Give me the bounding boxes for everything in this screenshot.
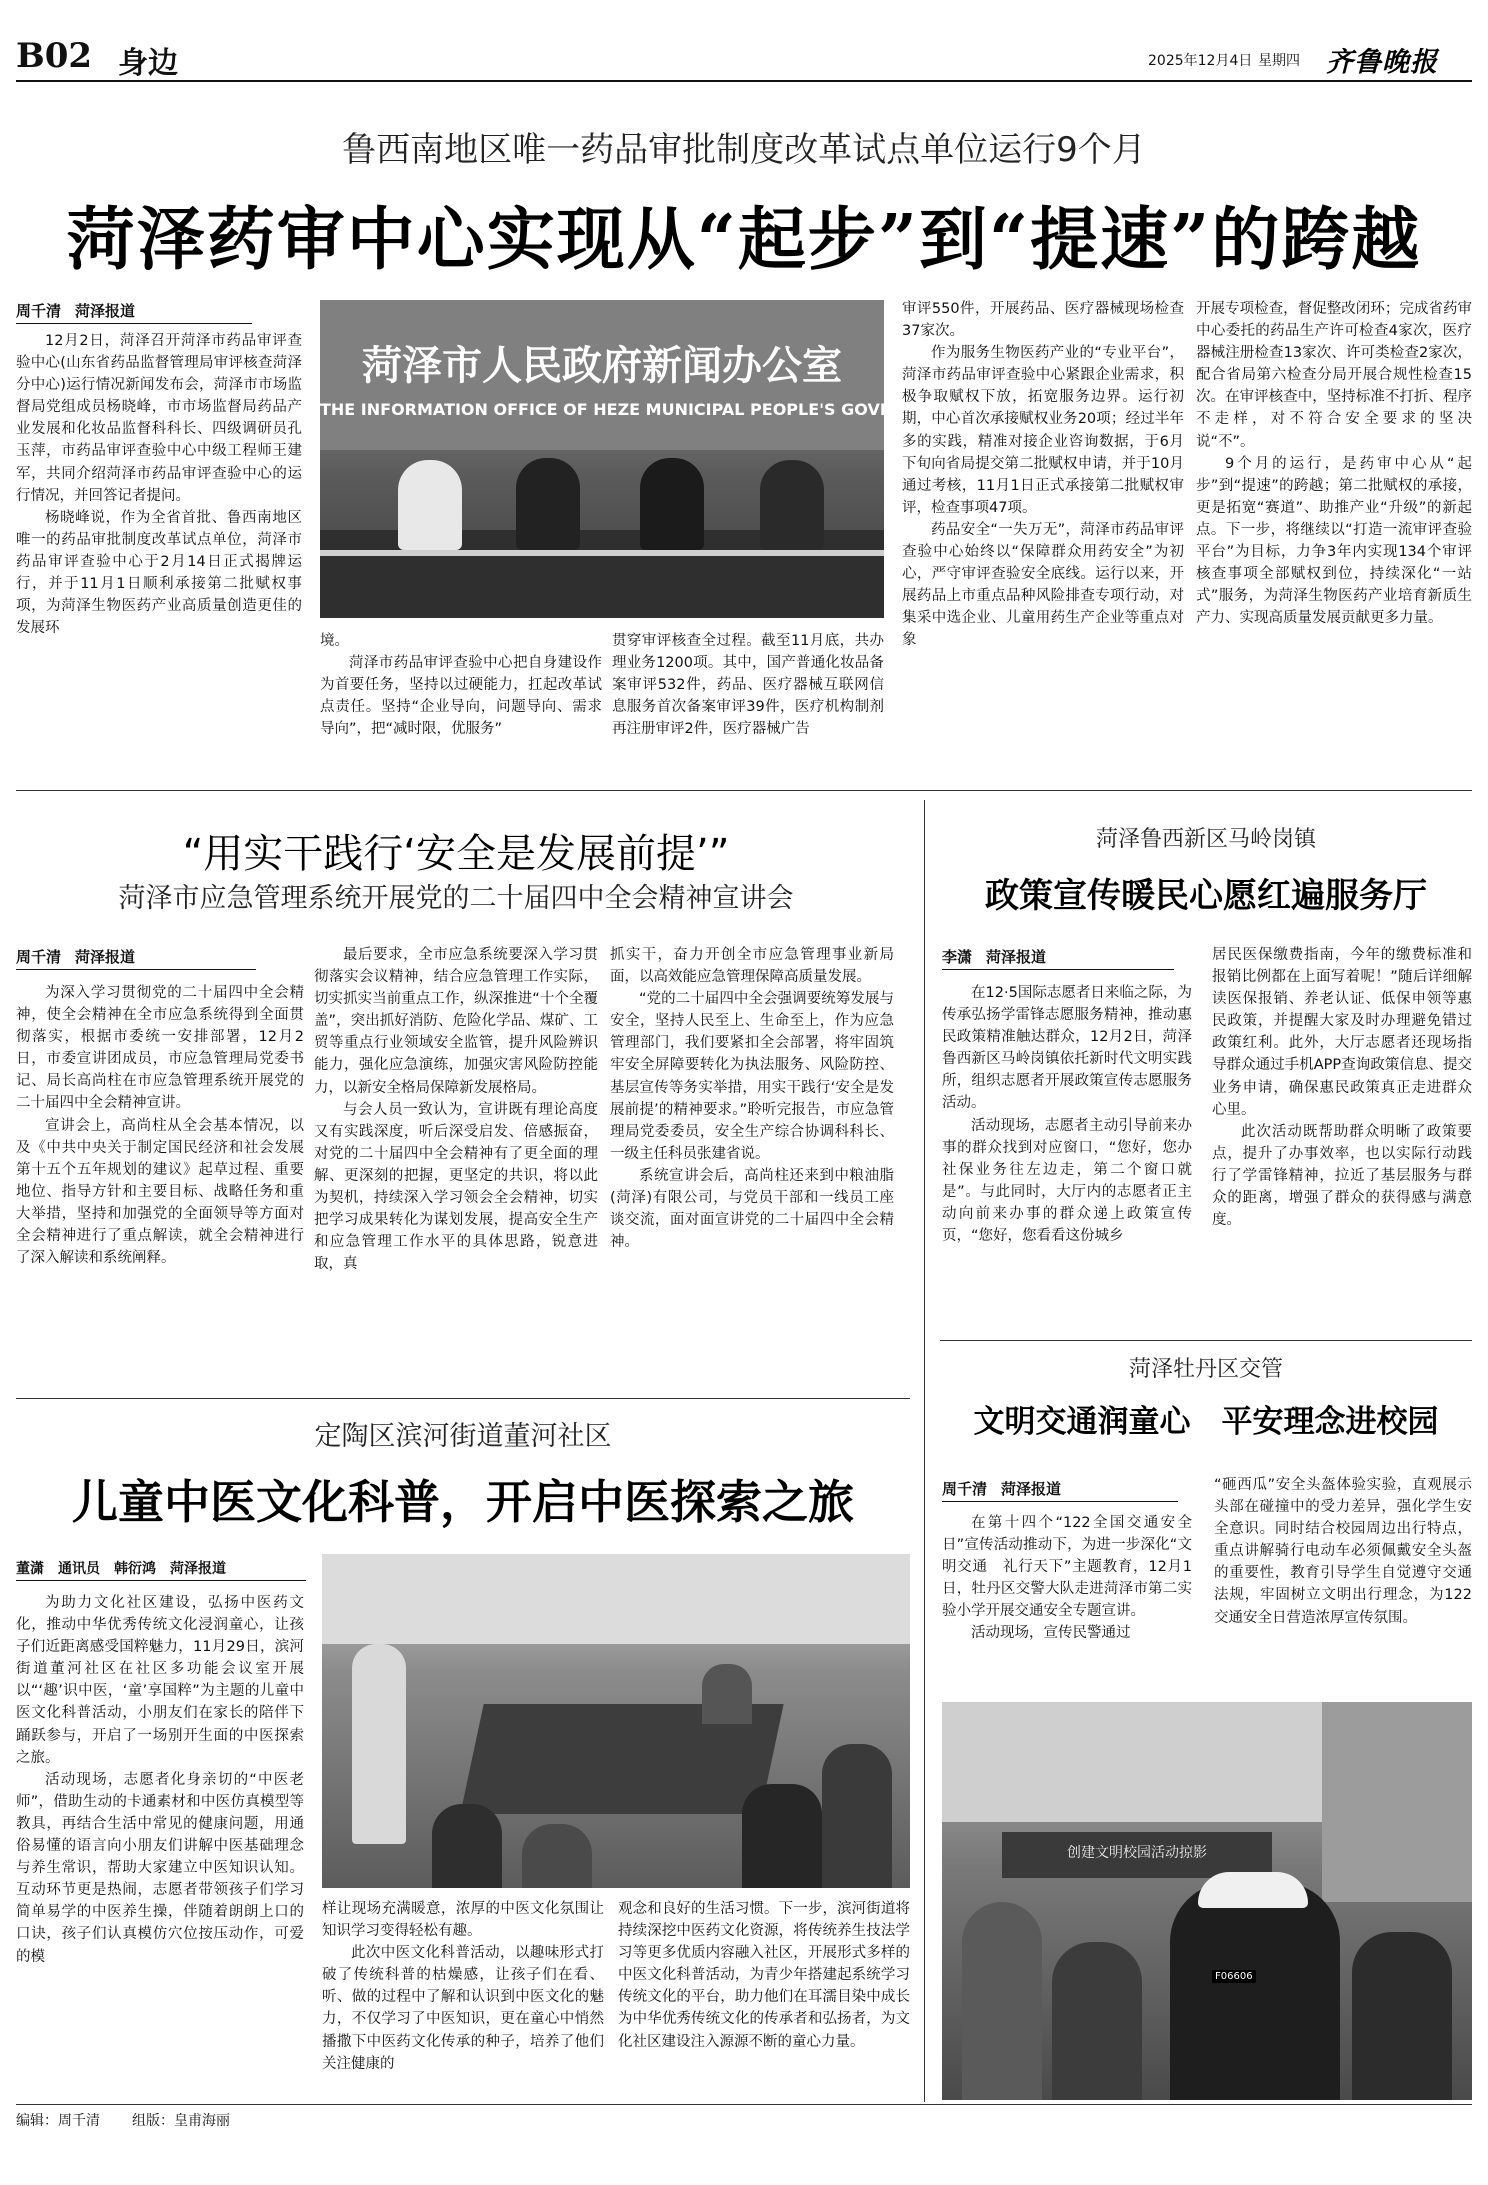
- paragraph: 开展专项检查，督促整改闭环；完成省药审中心委托的药品生产许可检查4家次，医疗器械注册检查13家次、许可类检查2家次，配合省局第六检查分局开展合规性检查15次。在审评核查中，坚持标准不打折、程序不走样，对不符合安全要求的坚决说“不”。: [1196, 301, 1472, 450]
- police-officer: [1170, 1882, 1340, 2100]
- police-badge-number: F06606: [1212, 1970, 1256, 1983]
- article5-headline: 儿童中医文化科普，开启中医探索之旅: [72, 1475, 854, 1529]
- paragraph: 为助力文化社区建设，弘扬中医药文化，推动中华优秀传统文化浸润童心，让孩子们近距离感受国粹魅力，11月29日，滨河街道董河社区在社区多功能会议室开展以“‘趣’识中医，‘童’享国粹”为主题的儿童中医文化科普活动，小朋友们在家长的陪伴下踊跃参与，开启了一场别开生面的中医探索之旅。: [16, 1595, 304, 1766]
- byline-author: 周千清: [942, 1480, 988, 1498]
- article4-byline: [942, 1478, 1178, 1502]
- paragraph: 抓实干，奋力开创全市应急管理事业新局面，以高效能应急管理保障高质量发展。: [610, 947, 894, 986]
- article1-col3: [612, 630, 884, 764]
- police-cap: [1198, 1872, 1308, 1908]
- child-figure: [522, 1824, 592, 1888]
- article1-kicker: 鲁西南地区唯一药品审批制度改革试点单位运行9个月: [342, 130, 1146, 170]
- article5-col3: [618, 1898, 910, 2094]
- student-figure: [1352, 1932, 1452, 2100]
- paragraph: 居民医保缴费指南，今年的缴费标准和报销比例都在上面写着呢！”随后详细解读医保报销、养老认证、低保申领等惠民政策，并提醒大家及时办理避免错过政策红利。此外，大厅志愿者还现场指导群众通过手机APP查询政策信息、提交业务申请，确保惠民政策真正走进群众心里。: [1212, 947, 1472, 1118]
- article2-subhead: 菏泽市应急管理系统开展党的二十届四中全会精神宣讲会: [118, 883, 794, 914]
- article2-byline: [16, 946, 256, 970]
- paragraph: 观念和良好的生活习惯。下一步，滨河街道将持续深挖中医药文化资源，将传统养生技法学习等更多优质内容融入社区，开展形式多样的中医文化科普活动，为青少年搭建起系统学习传统文化的平台，助力他们在耳濡目染中成长为中华优秀传统文化的传承者和弘扬者，为文化社区建设注入源源不断的童心力量。: [618, 1901, 910, 2050]
- paragraph: 此次活动既帮助群众明晰了政策要点，提升了办事效率，也以实际行动践行了学雷锋精神，拉近了基层服务与群众的距离，增强了群众的获得感与满意度。: [1212, 1123, 1472, 1229]
- banner-title: 菏泽市人民政府新闻办公室: [362, 343, 842, 389]
- footer-rule: [16, 2104, 1472, 2105]
- paragraph: 在12·5国际志愿者日来临之际，为传承弘扬学雷锋志愿服务精神，推动惠民政策精准触达群众，12月2日，菏泽鲁西新区马岭岗镇依托新时代文明实践所，组织志愿者开展政策宣传志愿服务活动。: [942, 985, 1192, 1112]
- paragraph: 菏泽市药品审评查验中心把自身建设作为首要任务，坚持以过硬能力，扛起改革试点责任。坚持“企业导向，问题导向、需求导向”，把“减时限，优服务”: [320, 655, 602, 738]
- article4-kicker: 菏泽牡丹区交管: [1128, 1357, 1283, 1382]
- byline-place: 菏泽报道: [1001, 1480, 1062, 1498]
- banner-subtitle: THE INFORMATION OFFICE OF HEZE MUNICIPAL PEOPLE'S GOVERNMENT: [320, 400, 968, 419]
- article5-kicker: 定陶区滨河街道董河社区: [314, 1421, 612, 1452]
- paragraph: “砸西瓜”安全头盔体验实验，直观展示头部在碰撞中的受力差异，强化学生安全意识。同时结合校园周边出行特点，重点讲解骑行电动车必须佩戴安全头盔的重要性，教育引导学生自觉遵守交通法规，牢固树立文明出行理念，为122交通安全日营造浓厚宣传氛围。: [1214, 1477, 1472, 1626]
- article4-col1: [942, 1512, 1192, 1688]
- paragraph: 在第十四个“122全国交通安全日”宣传活动推动下，为进一步深化“文明交通 礼行天下”主题教育，12月1日，牡丹区交警大队走进菏泽市第二实验小学开展交通安全专题宣讲。: [942, 1515, 1192, 1620]
- article4-headline: 文明交通润童心 平安理念进校园: [973, 1404, 1439, 1440]
- byline-author: 韩衍鸿: [114, 1561, 156, 1577]
- student-figure: [962, 1902, 1042, 2100]
- byline-role: 通讯员: [58, 1561, 100, 1577]
- paragraph: 为深入学习贯彻党的二十届四中全会精神，使全会精神在全市应急系统得到全面贯彻落实，根据市委统一安排部署，12月2日，市委宣讲团成员，市应急管理局党委书记、局长高尚柱在市应急管理系统开展党的二十届四中全会精神宣讲。: [16, 985, 304, 1112]
- article1-col4: [902, 298, 1184, 764]
- volunteer-figure: [352, 1644, 406, 1844]
- article2-headline: “用实干践行‘安全是发展前提’”: [182, 831, 730, 877]
- paragraph: 样让现场充满暖意，浓厚的中医文化氛围让知识学习变得轻松有趣。: [322, 1901, 604, 1940]
- paragraph: 审评550件，开展药品、医疗器械现场检查37家次。: [902, 301, 1184, 340]
- paragraph: 作为服务生物医药产业的“专业平台”，菏泽市药品审评查验中心紧跟企业需求，积极争取赋权下放，拓宽服务边界。运行初期，中心首次承接赋权业务20项；经过半年多的实践，精准对接企业咨询数据，于6月下旬向省局提交第二批赋权申请，并于10月通过考核，11月1日正式承接第二批赋权审评，检查事项47项。: [902, 345, 1184, 516]
- paragraph: 宣讲会上，高尚柱从全会基本情况，以及《中共中央关于制定国民经济和社会发展第十五个五年规划的建议》起草过程、重要地位、指导方针和主要目标、战略任务和重大举措，坚持和加强党的全面领导等方面对全会精神进行了重点解读，就全会精神进行了深入解读和系统阐释。: [16, 1117, 304, 1267]
- footer-layout: 组版：皇甫海丽: [132, 2113, 230, 2129]
- student-figure: [1052, 1942, 1142, 2100]
- section-divider: [940, 1340, 1472, 1341]
- paragraph: 活动现场，宣传民警通过: [971, 1625, 1131, 1642]
- article1-col1: [16, 330, 302, 760]
- article2-col2: [314, 944, 598, 1380]
- page-code: B02: [16, 36, 93, 76]
- child-figure: [432, 1804, 502, 1888]
- paragraph: 杨晓峰说，作为全省首批、鲁西南地区唯一的药品审批制度改革试点单位，菏泽市药品审评查验中心于2月14日正式揭牌运行，并于11月1日顺利承接第二批赋权事项，为菏泽生物医药产业高质量创造更佳的发展环: [16, 509, 302, 637]
- byline-author: 周千清: [16, 948, 62, 966]
- child-figure: [742, 1784, 822, 1888]
- paragraph: 最后要求，全市应急系统要深入学习贯彻落实会议精神，结合应急管理工作实际，切实抓实当前重点工作，纵深推进“十个全覆盖”，突出抓好消防、危险化学品、煤矿、工贸等重点行业领域安全监管，提升风险辨识能力，强化应急演练，加强灾害风险防控能力，以新安全格局保障新发展格局。: [314, 947, 598, 1096]
- article3-kicker: 菏泽鲁西新区马岭岗镇: [1095, 827, 1316, 852]
- article2-col3: [610, 944, 894, 1380]
- child-figure: [822, 1744, 892, 1888]
- footer-editor: 编辑：周千清: [16, 2113, 100, 2129]
- byline-place: 菏泽报道: [986, 948, 1047, 966]
- paragraph: 12月2日，菏泽召开菏泽市药品审评查验中心(山东省药品监督管理局审评核查菏泽分中心)运行情况新闻发布会，菏泽市市场监督局党组成员杨晓峰，市市场监督局药品产业发展和化妆品监督科科长、四级调研员孔玉萍，市药品审评查验中心中级工程师王建军，共同介绍菏泽市药品审评查验中心的运行情况，并回答记者提问。: [16, 333, 302, 504]
- article3-headline: 政策宣传暖民心愿红遍服务厅: [985, 876, 1427, 916]
- article5-byline: [16, 1558, 306, 1581]
- paragraph: 9个月的运行，是药审中心从“起步”到“提速”的跨越；第二批赋权的承接，更是拓宽“赛道”、助推产业“升级”的新起点。下一步，将继续以“打造一流审评查验平台”为目标，力争3年内实现134个审评核查事项全部赋权到位，持续深化“一站式”服务，为菏泽生物医药产业培育新质生产力、实现高质量发展贡献更多力量。: [1196, 455, 1472, 627]
- speaker-figure: [760, 460, 824, 550]
- paragraph: “党的二十届四中全会强调要统筹发展与安全，坚持人民至上、生命至上，作为应急管理部门，我们要紧扣全会部署，将牢固筑牢安全屏障要转化为执法服务、风险防控、基层宣传等务实举措，用实干践行‘安全是发展前提’的精神要求。”聆听完报告，市应急管理局党委委员，安全生产综合协调科科长、一级主任科员张建省说。: [610, 991, 894, 1162]
- paragraph: 境。: [320, 633, 349, 649]
- byline-author: 李潇: [942, 948, 973, 966]
- byline-place: 菏泽报道: [75, 302, 136, 320]
- byline-place: 菏泽报道: [170, 1561, 226, 1577]
- article1-headline: 菏泽药审中心实现从“起步”到“提速”的跨越: [66, 200, 1422, 280]
- article3-col1: [942, 982, 1192, 1364]
- speaker-figure: [516, 458, 580, 550]
- byline-place: 菏泽报道: [75, 948, 136, 966]
- column-divider: [924, 800, 925, 2102]
- byline-author: 周千清: [16, 302, 62, 320]
- article5-col1: [16, 1592, 304, 2094]
- article2-col1: [16, 982, 304, 1382]
- paragraph: 系统宣讲会后，高尚柱还来到中粮油脂(菏泽)有限公司，与党员干部和一线员工座谈交流，面对面宣讲党的二十届四中全会精神。: [610, 1167, 894, 1251]
- section-divider: [16, 790, 1472, 791]
- byline-author: 董潇: [16, 1561, 44, 1577]
- article1-byline: [16, 300, 252, 324]
- paragraph: 药品安全“一失万无”，菏泽市药品审评查验中心始终以“保障群众用药安全”为初心，严守审评查验安全底线。运行以来，开展药品上市重点品种风险排查专项行动，对集采中选企业、儿童用药生产企业等重点对象: [902, 521, 1184, 649]
- paragraph: 活动现场，志愿者化身亲切的“中医老师”，借助生动的卡通素材和中医仿真模型等教具，再结合生活中常见的健康问题，用通俗易懂的语言向小朋友们讲解中医基础理念与养生常识，帮助大家建立中医知识认知。互动环节更是热闹，志愿者带领孩子们学习简单易学的中医养生操，伴随着朗朗上口的口诀，孩子们认真模仿穴位按压动作，可爱的模: [16, 1771, 304, 1965]
- paragraph: 贯穿审评核查全过程。截至11月底，共办理业务1200项。其中，国产普通化妆品备案审评532件，药品、医疗器械互联网信息服务首次备案审评39件，医疗机构制剂再注册审评2件，医疗器械广告: [612, 633, 884, 738]
- tcm-activity-photo: [322, 1554, 910, 1888]
- section-name: 身边: [118, 46, 178, 81]
- article4-col2: [1214, 1474, 1472, 1688]
- paragraph: 此次中医文化科普活动，以趣味形式打破了传统科普的枯燥感，让孩子们在看、听、做的过程中了解和认识到中医文化的魅力，不仅学习了中医知识，更在童心中悄然播撒下中医药文化传承的种子，培养了他们关注健康的: [322, 1945, 604, 2072]
- article3-col2: [1212, 944, 1472, 1364]
- masthead-rule: [16, 80, 1472, 82]
- article1-col2: [320, 630, 602, 764]
- speaker-figure: [640, 458, 704, 550]
- issue-date: 2025年12月4日: [1148, 53, 1253, 69]
- article1-col5: [1196, 298, 1472, 764]
- paragraph: 与会人员一致认为，宣讲既有理论高度又有实践深度，听后深受启发、倍感振奋，对党的二十届四中全会精神有了更全面的理解、更深刻的把握，更坚定的共识，将以此为契机，持续深入学习领会全会精神，切实把学习成果转化为谋划发展，提高安全生产和应急管理工作水平的具体思路，锐意进取，真: [314, 1101, 598, 1273]
- traffic-police-photo: [942, 1702, 1472, 2100]
- article3-byline: [942, 946, 1174, 970]
- press-conference-photo: [320, 300, 968, 618]
- issue-weekday: 星期四: [1258, 53, 1300, 69]
- paper-logo: 齐鲁晚报: [1326, 47, 1438, 78]
- paragraph: 活动现场，志愿者主动引导前来办事的群众找到对应窗口，“您好，您办社保业务往左边走，第二个窗口就是”。与此同时，大厅内的志愿者正主动向前来办事的群众递上政策宣传页，“您好，您看看这份城乡: [942, 1117, 1192, 1245]
- child-figure: [702, 1664, 752, 1724]
- article5-col2: [322, 1898, 604, 2094]
- section-divider: [16, 1398, 910, 1399]
- speaker-figure: [398, 460, 462, 550]
- school-sign-text: 创建文明校园活动掠影: [1067, 1845, 1207, 1861]
